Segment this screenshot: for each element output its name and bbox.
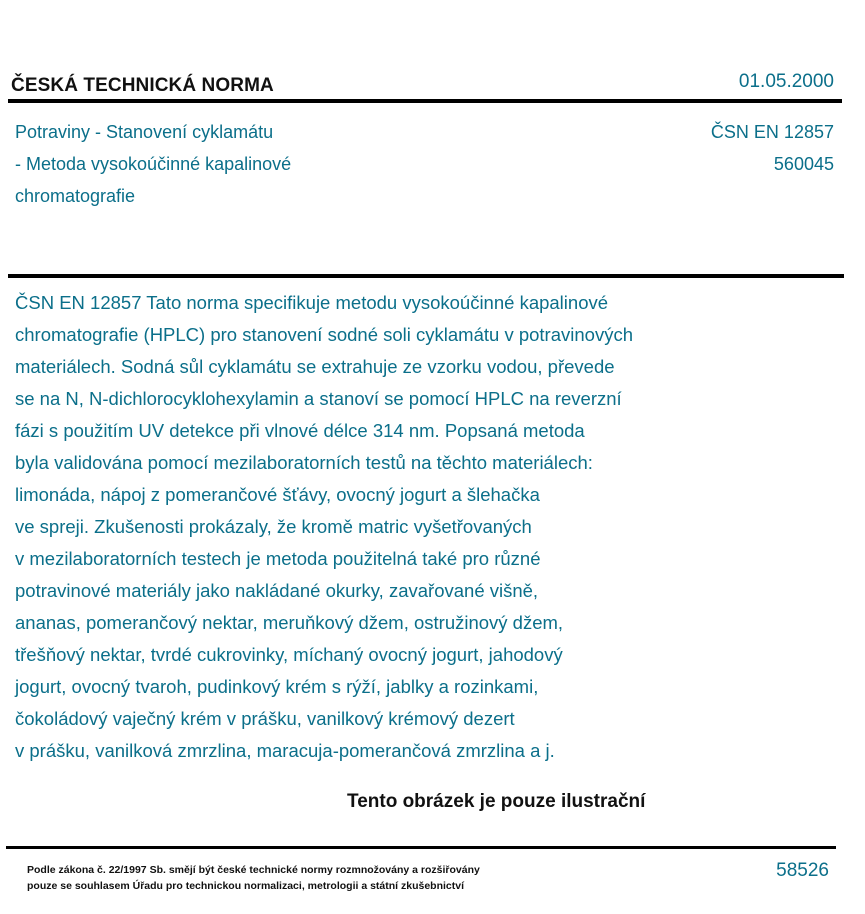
standard-title-line: Potraviny - Stanovení cyklamátu <box>15 122 274 142</box>
footer-divider <box>6 846 836 849</box>
abstract-line: čokoládový vaječný krém v prášku, vanilkový krémový dezert <box>15 708 515 729</box>
header-divider <box>8 99 842 103</box>
standard-designation: ČSN EN 12857 <box>710 122 834 142</box>
standard-title <box>15 116 395 212</box>
legal-notice <box>27 862 480 894</box>
abstract-line: se na N, N-dichlorocyklohexylamin a stanoví se pomocí HPLC na reverzní <box>15 388 622 409</box>
abstract-line: třešňový nektar, tvrdé cukrovinky, míchaný ovocný jogurt, jahodový <box>15 644 563 665</box>
abstract-line: jogurt, ovocný tvaroh, pudinkový krém s rýží, jablky a rozinkami, <box>15 676 539 697</box>
abstract-line: byla validována pomocí mezilaboratorních testů na těchto materiálech: <box>15 452 593 473</box>
standard-title-line: chromatografie <box>15 186 136 206</box>
section-divider <box>8 274 844 278</box>
abstract-line: chromatografie (HPLC) pro stanovení sodné soli cyklamátu v potravinových <box>15 324 633 345</box>
abstract-line: ČSN EN 12857 Tato norma specifikuje metodu vysokoúčinné kapalinové <box>15 292 609 313</box>
abstract-line: ananas, pomerančový nektar, meruňkový džem, ostružinový džem, <box>15 612 564 633</box>
publication-date: 01.05.2000 <box>738 71 834 92</box>
abstract-line: v prášku, vanilková zmrzlina, maracuja-pomerančová zmrzlina a j. <box>15 740 555 761</box>
standard-title-line: - Metoda vysokoúčinné kapalinové <box>15 154 292 174</box>
standard-class-number: 560045 <box>773 154 834 174</box>
illustration-note: Tento obrázek je pouze ilustrační <box>347 791 646 812</box>
legal-notice-line: pouze se souhlasem Úřadu pro technickou normalizaci, metrologii a státní zkušebnictví <box>27 880 465 892</box>
abstract-line: materiálech. Sodná sůl cyklamátu se extrahuje ze vzorku vodou, převede <box>15 356 615 377</box>
document-header-title: ČESKÁ TECHNICKÁ NORMA <box>11 75 274 96</box>
abstract-line: ve spreji. Zkušenosti prokázaly, že kromě matric vyšetřovaných <box>15 516 532 537</box>
legal-notice-line: Podle zákona č. 22/1997 Sb. smějí být české technické normy rozmnožovány a rozšiřovány <box>27 864 480 876</box>
abstract-line: limonáda, nápoj z pomerančové šťávy, ovocný jogurt a šlehačka <box>15 484 540 505</box>
standard-identifiers <box>711 116 834 180</box>
abstract-line: v mezilaboratorních testech je metoda použitelná také pro různé <box>15 548 541 569</box>
document-number: 58526 <box>776 860 829 881</box>
abstract-text <box>15 287 755 767</box>
abstract-line: fázi s použitím UV detekce při vlnové délce 314 nm. Popsaná metoda <box>15 420 585 441</box>
abstract-line: potravinové materiály jako nakládané okurky, zavařované višně, <box>15 580 539 601</box>
